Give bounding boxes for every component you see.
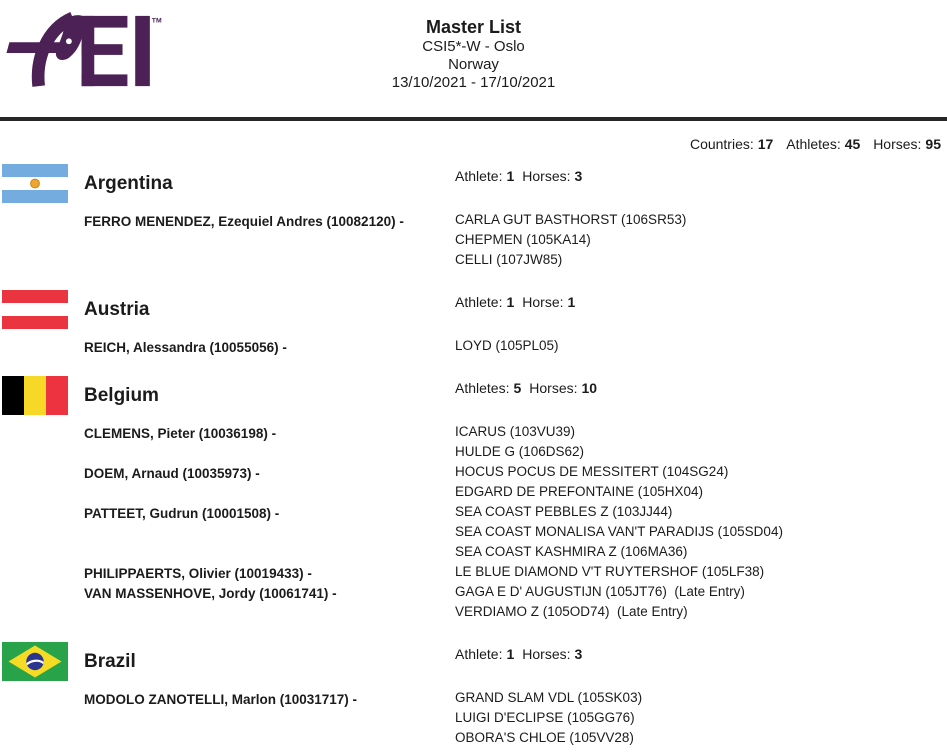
horse-entry: HOCUS POCUS DE MESSITERT (104SG24)	[455, 464, 729, 479]
countries-total-value: 17	[757, 136, 774, 152]
athlete-name: PATTEET, Gudrun (10001508) -	[84, 506, 280, 521]
belgium-flag-icon	[2, 376, 68, 415]
fei-logo	[6, 12, 163, 91]
country-counts	[455, 380, 597, 396]
count-label: Athletes:	[455, 380, 510, 396]
horse-list	[455, 582, 947, 622]
horse-list	[455, 462, 947, 502]
country-section-brazil	[0, 642, 947, 748]
country-name: Belgium	[84, 385, 159, 406]
athlete-row	[0, 210, 947, 270]
athletes-total-value: 45	[844, 136, 861, 152]
count-label: Horses:	[522, 168, 571, 184]
austria-flag-icon	[2, 290, 68, 329]
count-value: 1	[567, 294, 576, 310]
count-value: 10	[581, 380, 598, 396]
horse-entry: LUIGI D'ECLIPSE (105GG76)	[455, 710, 635, 725]
horse-entry: HULDE G (106DS62)	[455, 444, 585, 459]
count-label: Horses:	[529, 380, 578, 396]
country-header	[0, 164, 947, 204]
country-counts	[455, 168, 582, 184]
country-counts	[455, 646, 582, 662]
horse-list	[455, 336, 947, 356]
athlete-list	[0, 210, 947, 270]
athlete-name: PHILIPPAERTS, Olivier (10019433) -	[84, 566, 312, 581]
country-counts	[455, 294, 575, 310]
horse-list	[455, 688, 947, 748]
country-name: Brazil	[84, 651, 136, 672]
country-header	[0, 376, 947, 416]
athlete-row	[0, 502, 947, 562]
horse-eye-dot	[66, 38, 72, 44]
horse-list	[455, 562, 947, 582]
horse-entry: CELLI (107JW85)	[455, 252, 563, 267]
athlete-row	[0, 336, 947, 356]
event-name: CSI5*-W - Oslo	[422, 38, 525, 55]
countries-total-label: Countries:	[689, 136, 754, 152]
trademark-text: TM	[151, 17, 162, 25]
athlete-row	[0, 422, 947, 462]
count-label: Athlete:	[455, 168, 503, 184]
athlete-row	[0, 462, 947, 502]
horse-entry: GRAND SLAM VDL (105SK03)	[455, 690, 643, 705]
country-header	[0, 290, 947, 330]
horse-entry: EDGARD DE PREFONTAINE (105HX04)	[455, 484, 704, 499]
athlete-name: CLEMENS, Pieter (10036198) -	[84, 426, 277, 441]
argentina-flag-icon	[2, 164, 68, 203]
count-label: Horse:	[522, 294, 564, 310]
athlete-name: DOEM, Arnaud (10035973) -	[84, 466, 260, 481]
athlete-row	[0, 582, 947, 622]
horse-entry: ICARUS (103VU39)	[455, 424, 576, 439]
horse-entry: VERDIAMO Z (105OD74) (Late Entry)	[455, 604, 688, 619]
athlete-name: REICH, Alessandra (10055056) -	[84, 340, 287, 355]
horse-entry: CARLA GUT BASTHORST (106SR53)	[455, 212, 687, 227]
event-country: Norway	[448, 56, 499, 73]
horses-total-value: 95	[925, 136, 941, 152]
count-value: 1	[506, 646, 515, 662]
horses-total-label: Horses:	[873, 136, 922, 152]
brazil-flag-icon	[2, 642, 68, 681]
country-name: Argentina	[84, 173, 173, 194]
athlete-name: MODOLO ZANOTELLI, Marlon (10031717) -	[84, 692, 358, 707]
count-value: 5	[513, 380, 522, 396]
totals-row	[0, 121, 947, 152]
horse-entry: LE BLUE DIAMOND V'T RUYTERSHOF (105LF38)	[455, 564, 765, 579]
athlete-list	[0, 688, 947, 748]
athlete-row	[0, 562, 947, 582]
count-value: 3	[574, 646, 583, 662]
horse-entry: OBORA'S CHLOE (105VV28)	[455, 730, 634, 745]
athlete-row	[0, 688, 947, 748]
athlete-name: FERRO MENENDEZ, Ezequiel Andres (10082120) -	[84, 214, 404, 229]
athlete-list	[0, 336, 947, 356]
count-value: 1	[506, 294, 515, 310]
document-title: Master List	[425, 17, 522, 37]
country-section-argentina	[0, 164, 947, 270]
horse-entry: SEA COAST KASHMIRA Z (106MA36)	[455, 544, 688, 559]
athletes-total-label: Athletes:	[786, 136, 841, 152]
horse-entry: SEA COAST PEBBLES Z (103JJ44)	[455, 504, 673, 519]
country-header	[0, 642, 947, 682]
count-label: Athlete:	[455, 646, 503, 662]
athlete-list	[0, 422, 947, 622]
horse-entry: LOYD (105PL05)	[455, 338, 559, 353]
count-value: 1	[506, 168, 515, 184]
horse-list	[455, 502, 947, 562]
horse-list	[455, 210, 947, 270]
event-dates: 13/10/2021 - 17/10/2021	[391, 74, 556, 91]
athlete-name: VAN MASSENHOVE, Jordy (10061741) -	[84, 586, 337, 601]
count-label: Horses:	[522, 646, 571, 662]
fei-logo-graphic	[6, 12, 163, 91]
horse-entry: GAGA E D' AUGUSTIJN (105JT76) (Late Entry)	[455, 584, 745, 599]
horse-list	[455, 422, 947, 462]
country-name: Austria	[84, 299, 150, 320]
country-sections	[0, 164, 947, 748]
horse-entry: CHEPMEN (105KA14)	[455, 232, 591, 247]
document-header	[0, 0, 947, 117]
horse-entry: SEA COAST MONALISA VAN'T PARADIJS (105SD04)	[455, 524, 783, 539]
count-label: Athlete:	[455, 294, 503, 310]
country-section-austria	[0, 290, 947, 356]
count-value: 3	[574, 168, 583, 184]
country-section-belgium	[0, 376, 947, 622]
